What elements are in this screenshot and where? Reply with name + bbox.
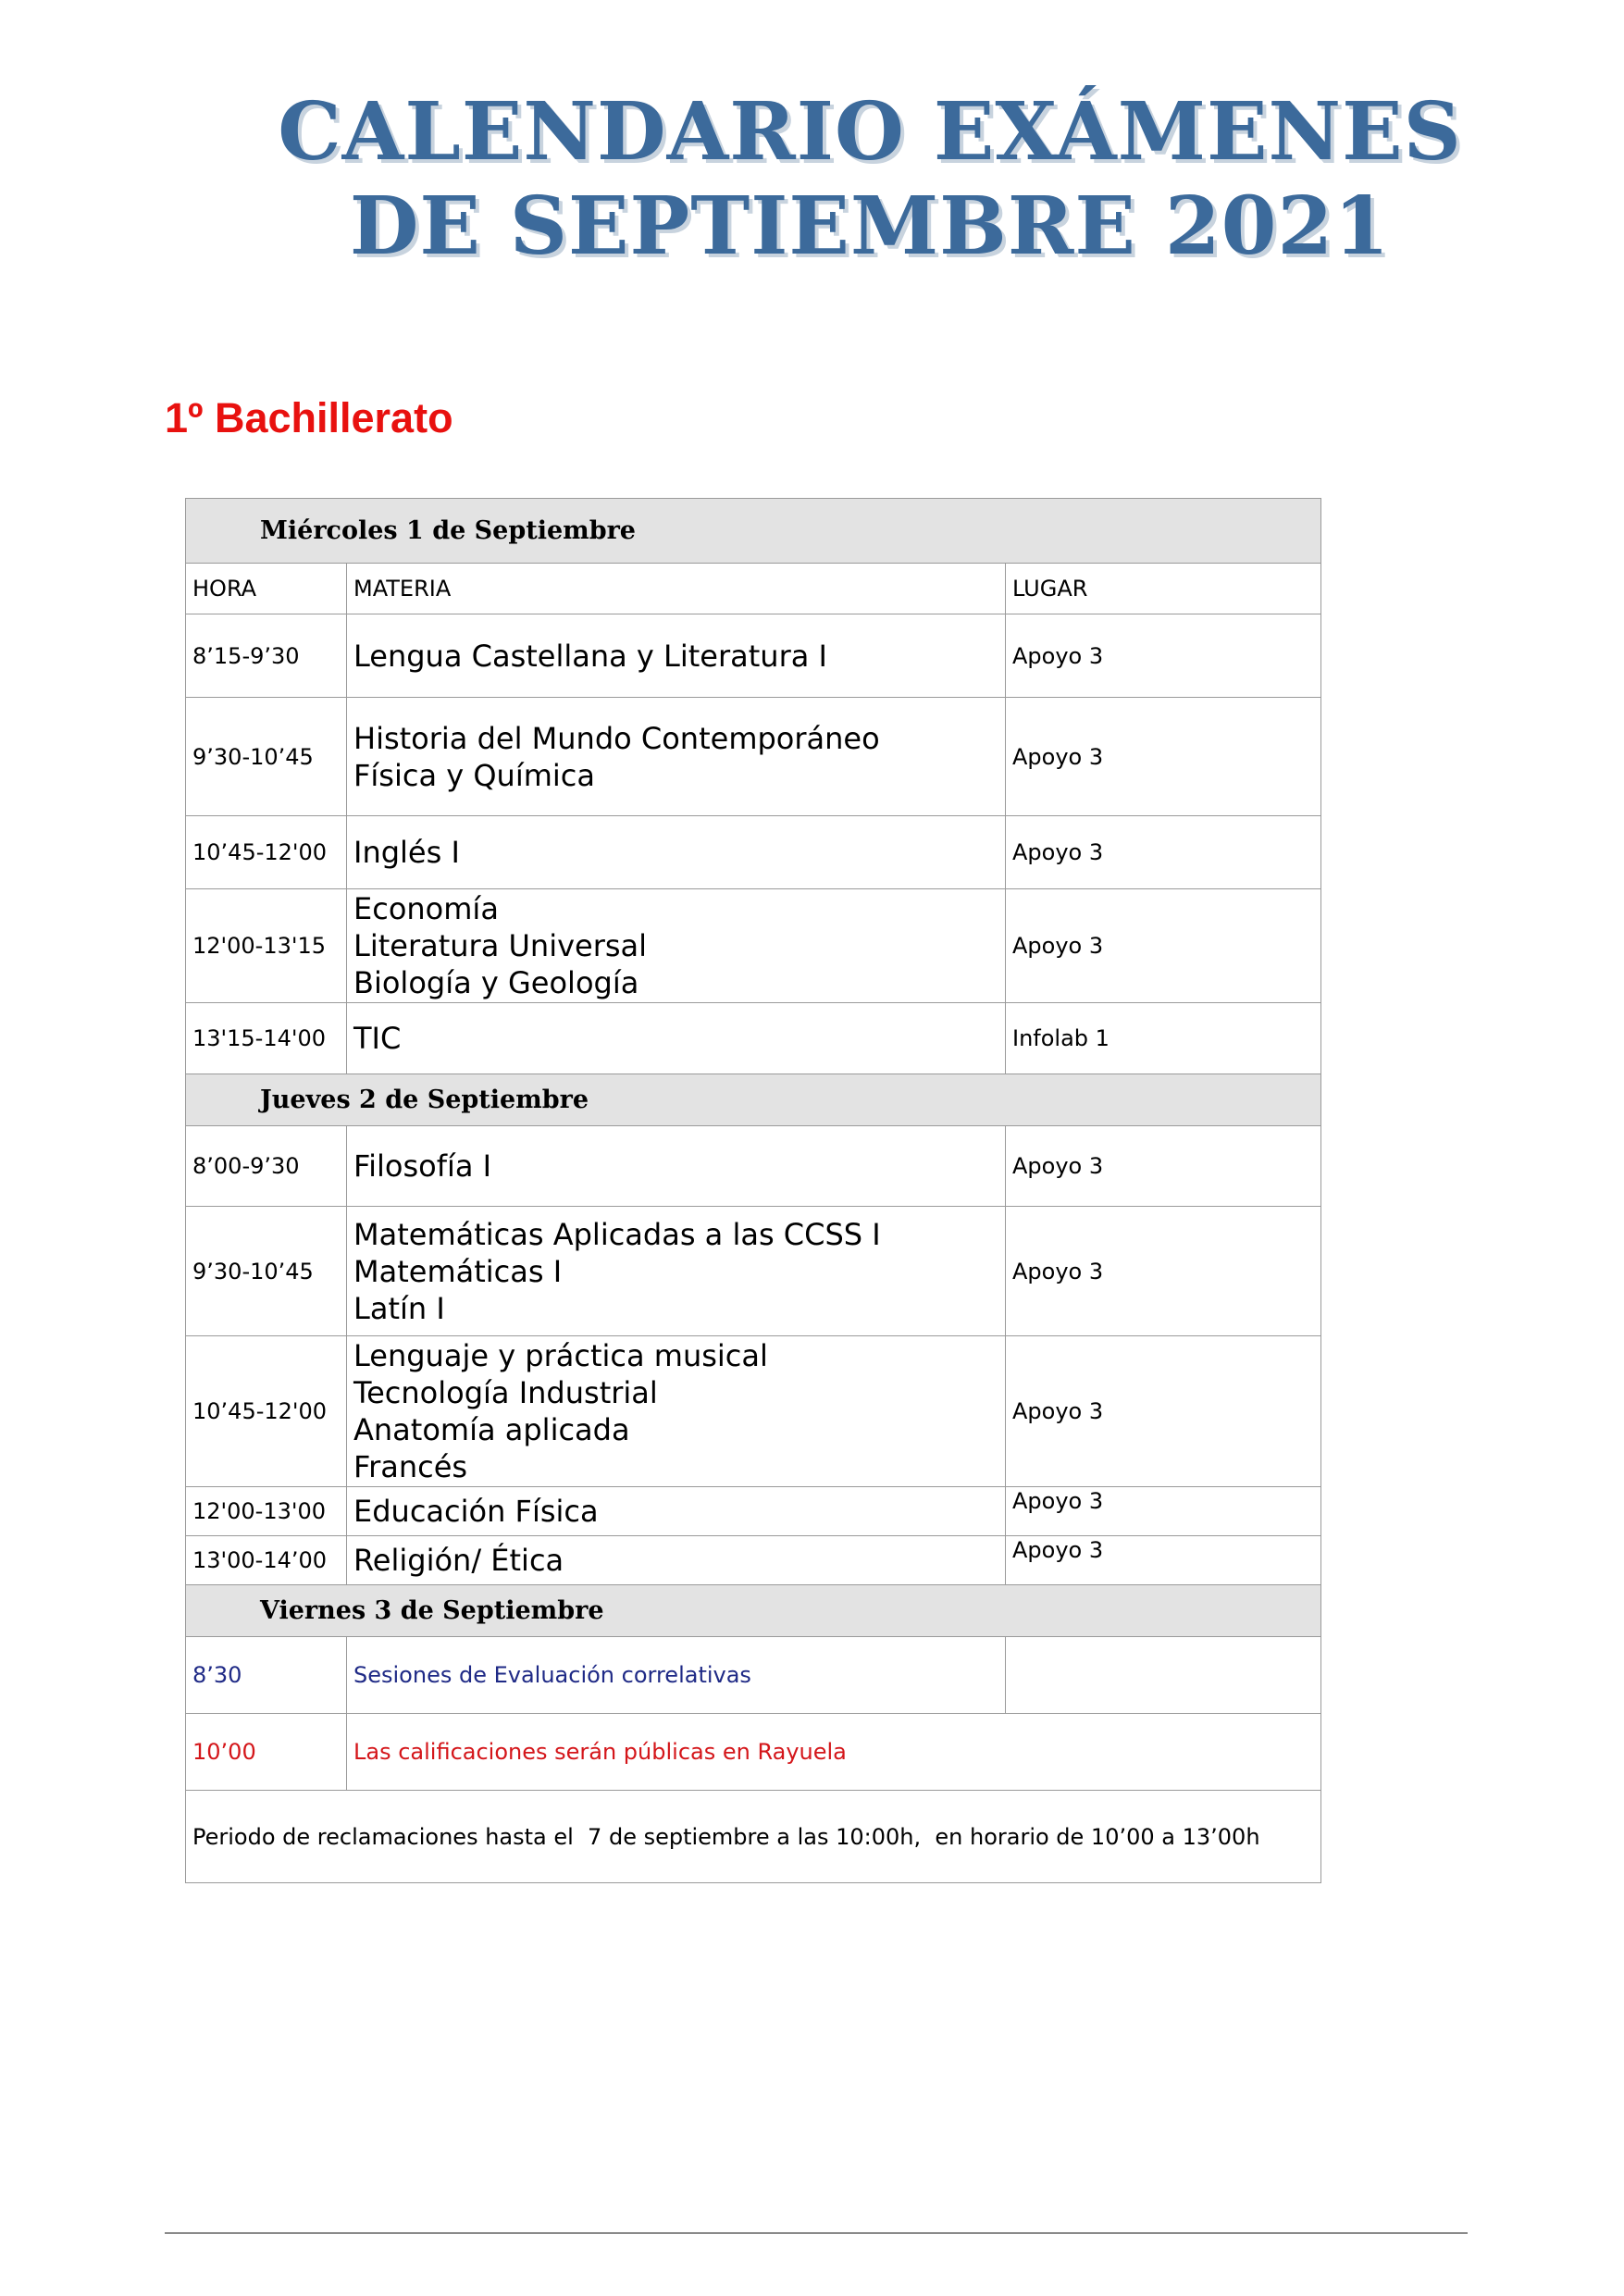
subject: Matemáticas I	[353, 1253, 563, 1289]
lugar-cell: Apoyo 3	[1006, 816, 1321, 889]
table-row	[186, 614, 1321, 698]
lugar-cell: Apoyo 3	[1006, 1126, 1321, 1207]
table-row	[186, 1536, 1321, 1585]
subject: Inglés I	[353, 835, 460, 870]
sesiones-text: Sesiones de Evaluación correlativas	[347, 1637, 1006, 1714]
day-header-row	[186, 499, 1321, 564]
section-heading: 1º Bachillerato	[165, 394, 453, 441]
column-header-row	[186, 564, 1321, 614]
materia-cell	[347, 1207, 1006, 1336]
subject: Filosofía I	[353, 1148, 492, 1184]
lugar-cell: Apoyo 3	[1006, 1536, 1321, 1585]
subject: Latín I	[353, 1290, 445, 1326]
subject: Educación Física	[353, 1494, 599, 1529]
sesiones-hora: 8’30	[186, 1637, 347, 1714]
sesiones-row	[186, 1637, 1321, 1714]
table-row	[186, 816, 1321, 889]
day-header-row	[186, 1074, 1321, 1126]
lugar-cell: Apoyo 3	[1006, 1336, 1321, 1487]
subject: TIC	[353, 1021, 402, 1056]
hora-cell: 12'00-13'00	[186, 1487, 347, 1536]
hora-cell: 10’45-12'00	[186, 1336, 347, 1487]
materia-cell	[347, 614, 1006, 698]
table-row	[186, 889, 1321, 1003]
lugar-cell: Apoyo 3	[1006, 614, 1321, 698]
title-line-2: DE SEPTIEMBRE 2021	[349, 180, 1391, 273]
materia-cell	[347, 816, 1006, 889]
day-label: Miércoles 1 de Septiembre	[186, 499, 1321, 564]
day-label: Viernes 3 de Septiembre	[186, 1585, 1321, 1637]
materia-cell	[347, 1336, 1006, 1487]
hora-cell: 10’45-12'00	[186, 816, 347, 889]
day-label: Jueves 2 de Septiembre	[186, 1074, 1321, 1126]
subject: Anatomía aplicada	[353, 1412, 630, 1447]
table-row	[186, 1126, 1321, 1207]
subject: Literatura Universal	[353, 928, 648, 963]
day-header-row	[186, 1585, 1321, 1637]
hora-cell: 12'00-13'15	[186, 889, 347, 1003]
subject: Física y Química	[353, 757, 595, 793]
calificaciones-row	[186, 1714, 1321, 1791]
empty-cell	[1006, 1637, 1321, 1714]
materia-cell	[347, 1003, 1006, 1074]
header-materia: MATERIA	[347, 564, 1006, 614]
lugar-cell: Apoyo 3	[1006, 1207, 1321, 1336]
hora-cell: 9’30-10’45	[186, 698, 347, 816]
subject: Religión/ Ética	[353, 1543, 564, 1578]
calificaciones-hora: 10’00	[186, 1714, 347, 1791]
title-line-1: CALENDARIO EXÁMENES	[278, 85, 1462, 179]
materia-cell	[347, 1487, 1006, 1536]
calificaciones-text: Las calificaciones serán públicas en Rayuela	[347, 1714, 1321, 1791]
hora-cell: 9’30-10’45	[186, 1207, 347, 1336]
hora-cell: 13'15-14'00	[186, 1003, 347, 1074]
hora-cell: 8’15-9’30	[186, 614, 347, 698]
materia-cell	[347, 1536, 1006, 1585]
lugar-cell: Apoyo 3	[1006, 889, 1321, 1003]
lugar-cell: Apoyo 3	[1006, 698, 1321, 816]
table-row	[186, 1336, 1321, 1487]
subject: Matemáticas Aplicadas a las CCSS I	[353, 1216, 881, 1252]
subject: Lenguaje y práctica musical	[353, 1338, 768, 1373]
subject: Historia del Mundo Contemporáneo	[353, 720, 880, 756]
exam-schedule-table	[185, 498, 1321, 1883]
footer-divider	[165, 2232, 1468, 2234]
hora-cell: 8’00-9’30	[186, 1126, 347, 1207]
reclamaciones-text: Periodo de reclamaciones hasta el 7 de septiembre a las 10:00h, en horario de 10’00 a 13’00h	[186, 1791, 1321, 1883]
table-row	[186, 698, 1321, 816]
table-row	[186, 1003, 1321, 1074]
page-title	[157, 85, 1582, 274]
subject: Lengua Castellana y Literatura I	[353, 638, 827, 674]
header-lugar: LUGAR	[1006, 564, 1321, 614]
materia-cell	[347, 1126, 1006, 1207]
header-hora: HORA	[186, 564, 347, 614]
hora-cell: 13'00-14’00	[186, 1536, 347, 1585]
lugar-cell: Apoyo 3	[1006, 1487, 1321, 1536]
reclamaciones-row	[186, 1791, 1321, 1883]
subject: Tecnología Industrial	[353, 1375, 658, 1410]
lugar-cell: Infolab 1	[1006, 1003, 1321, 1074]
subject: Economía	[353, 891, 499, 926]
table-row	[186, 1487, 1321, 1536]
materia-cell	[347, 889, 1006, 1003]
materia-cell	[347, 698, 1006, 816]
subject: Francés	[353, 1449, 468, 1484]
table-row	[186, 1207, 1321, 1336]
subject: Biología y Geología	[353, 965, 639, 1000]
